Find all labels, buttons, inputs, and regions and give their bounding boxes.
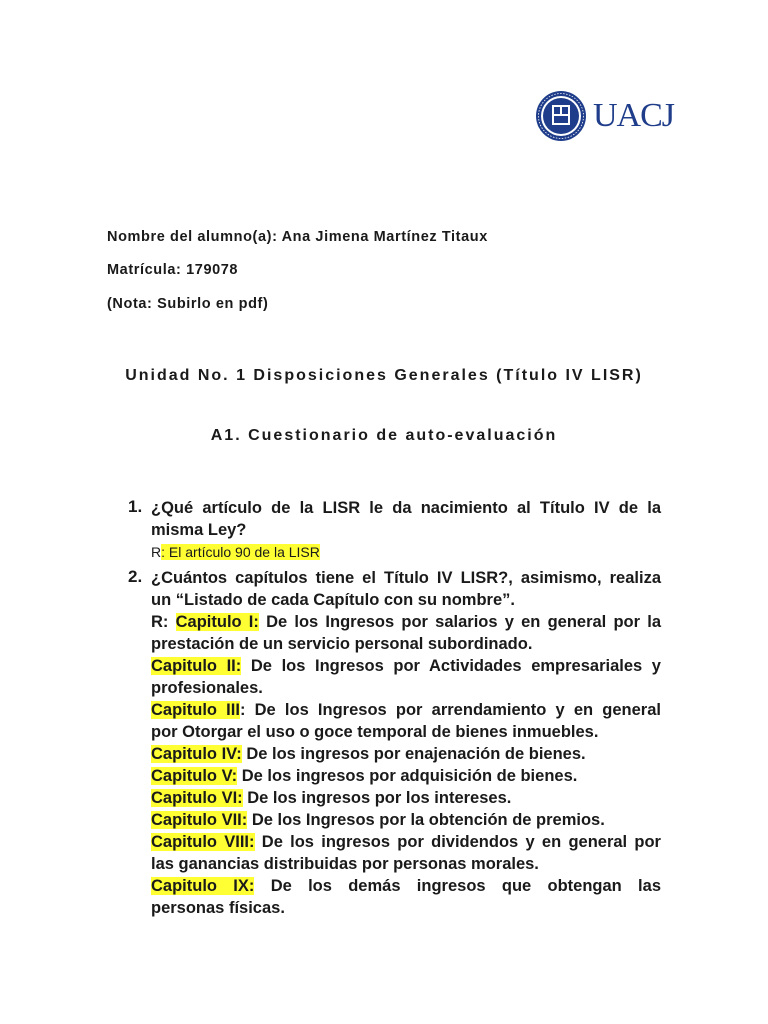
chapter-text: De los demás ingresos que obtengan las — [254, 877, 661, 895]
question-text-line: ¿Cuántos capítulos tiene el Título IV LISR?, asimismo, realiza — [151, 569, 661, 587]
logo-text: UACJ — [593, 97, 675, 134]
chapter-text-line: personas físicas. — [151, 899, 285, 917]
student-matricula: Matrícula: 179078 — [107, 262, 239, 278]
university-seal-icon — [535, 90, 587, 142]
chapter-text: : De los Ingresos por arrendamiento y en general — [239, 701, 661, 719]
chapter-text: De los ingresos por los intereses. — [242, 789, 512, 807]
question-text-line: un “Listado de cada Capítulo con su nombre”. — [151, 591, 515, 609]
chapter-text: De los ingresos por enajenación de bienes. — [241, 745, 586, 763]
chapter-text: De los Ingresos por Actividades empresariales y — [241, 657, 661, 675]
answer-prefix: R — [151, 544, 162, 560]
chapter-7 — [151, 809, 661, 831]
chapter-text-line: por Otorgar el uso o goce temporal de bienes inmuebles. — [151, 723, 599, 741]
highlighted-answer: : El artículo 90 de la LISR — [161, 544, 320, 560]
answer-1 — [151, 541, 661, 563]
chapter-label: Capitulo IV: — [151, 745, 242, 763]
chapter-label: Capitulo VIII: — [151, 833, 255, 851]
chapter-text-line: las ganancias distribuidas por personas morales. — [151, 855, 539, 873]
chapter-label: Capitulo VI: — [151, 789, 243, 807]
chapter-text: De los ingresos por adquisición de bienes. — [237, 767, 578, 785]
chapter-text: De los ingresos por dividendos y en general por — [254, 833, 661, 851]
chapter-label: Capitulo IX: — [151, 877, 255, 895]
chapter-8 — [151, 831, 661, 853]
chapter-label: Capitulo V: — [151, 767, 238, 785]
chapter-1 — [151, 611, 661, 633]
chapter-text-line: prestación de un servicio personal subordinado. — [151, 635, 533, 653]
chapter-text-line: profesionales. — [151, 679, 263, 697]
question-2 — [128, 567, 661, 919]
question-list — [128, 497, 661, 919]
chapter-label: Capitulo I: — [175, 613, 259, 631]
chapter-4 — [151, 743, 661, 765]
student-name: Nombre del alumno(a): Ana Jimena Martínez Titaux — [107, 229, 488, 245]
question-number: 1. — [128, 497, 143, 516]
question-1 — [128, 497, 661, 563]
question-text-line: misma Ley? — [151, 521, 247, 539]
uacj-logo — [535, 90, 674, 142]
chapter-9 — [151, 875, 661, 897]
chapter-label: Capitulo VII: — [151, 811, 248, 829]
activity-title: A1. Cuestionario de auto-evaluación — [210, 427, 558, 444]
question-number: 2. — [128, 567, 143, 586]
chapter-6 — [151, 787, 661, 809]
unit-title: Unidad No. 1 Disposiciones Generales (Título IV LISR) — [125, 367, 643, 384]
chapter-5 — [151, 765, 661, 787]
chapter-text: De los Ingresos por salarios y en general por la — [258, 613, 661, 631]
upload-note: (Nota: Subirlo en pdf) — [107, 296, 269, 312]
answer-prefix: R: — [151, 613, 176, 631]
question-text-line: ¿Qué artículo de la LISR le da nacimiento al Título IV de la — [151, 499, 661, 517]
chapter-3 — [151, 699, 661, 721]
chapter-label: Capitulo II: — [151, 657, 242, 675]
chapter-label: Capitulo III — [151, 701, 240, 719]
chapter-2 — [151, 655, 661, 677]
chapter-text: De los Ingresos por la obtención de premios. — [247, 811, 605, 829]
